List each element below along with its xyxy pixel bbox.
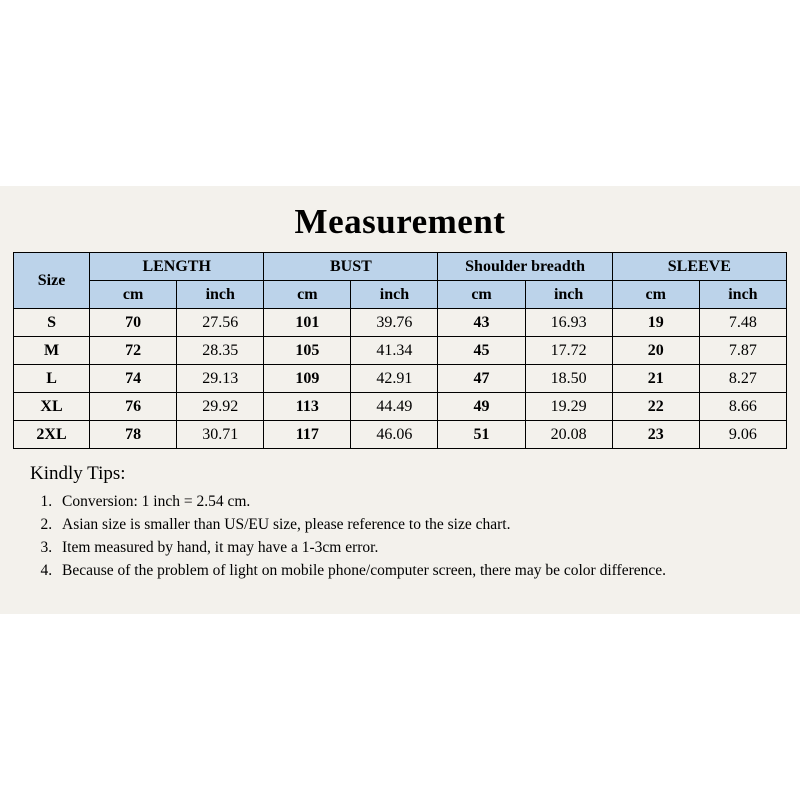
cell-shoulder-inch: 19.29 xyxy=(525,393,612,421)
table-row xyxy=(14,309,787,337)
row-size: XL xyxy=(14,393,90,421)
cell-shoulder-inch: 16.93 xyxy=(525,309,612,337)
header-unit-bust-cm: cm xyxy=(264,281,351,309)
cell-shoulder-inch: 20.08 xyxy=(525,421,612,449)
cell-length-inch: 29.92 xyxy=(177,393,264,421)
list-item: 3. Item measured by hand, it may have a 1-3cm error. xyxy=(56,537,750,559)
list-item: 2. Asian size is smaller than US/EU size, please reference to the size chart. xyxy=(56,514,750,536)
cell-length-cm: 76 xyxy=(90,393,177,421)
cell-sleeve-cm: 21 xyxy=(612,365,699,393)
cell-bust-inch: 46.06 xyxy=(351,421,438,449)
cell-sleeve-cm: 22 xyxy=(612,393,699,421)
header-unit-shoulder-inch: inch xyxy=(525,281,612,309)
cell-bust-inch: 42.91 xyxy=(351,365,438,393)
cell-sleeve-inch: 7.87 xyxy=(699,337,786,365)
list-item: 1. Conversion: 1 inch = 2.54 cm. xyxy=(56,491,750,513)
header-size: Size xyxy=(14,253,90,309)
header-unit-length-cm: cm xyxy=(90,281,177,309)
table-row xyxy=(14,421,787,449)
table-header-units xyxy=(14,281,787,309)
cell-bust-cm: 105 xyxy=(264,337,351,365)
cell-length-inch: 27.56 xyxy=(177,309,264,337)
tips-list xyxy=(30,491,750,582)
header-group-length: LENGTH xyxy=(90,253,264,281)
cell-shoulder-inch: 18.50 xyxy=(525,365,612,393)
header-unit-shoulder-cm: cm xyxy=(438,281,525,309)
cell-length-inch: 29.13 xyxy=(177,365,264,393)
cell-bust-cm: 101 xyxy=(264,309,351,337)
tips-title: Kindly Tips: xyxy=(30,463,126,484)
cell-bust-inch: 44.49 xyxy=(351,393,438,421)
cell-bust-inch: 39.76 xyxy=(351,309,438,337)
header-unit-bust-inch: inch xyxy=(351,281,438,309)
cell-sleeve-inch: 8.66 xyxy=(699,393,786,421)
cell-length-cm: 74 xyxy=(90,365,177,393)
cell-sleeve-cm: 20 xyxy=(612,337,699,365)
cell-bust-inch: 41.34 xyxy=(351,337,438,365)
cell-sleeve-inch: 9.06 xyxy=(699,421,786,449)
row-size: L xyxy=(14,365,90,393)
header-group-sleeve: SLEEVE xyxy=(612,253,786,281)
cell-length-inch: 30.71 xyxy=(177,421,264,449)
cell-shoulder-inch: 17.72 xyxy=(525,337,612,365)
cell-shoulder-cm: 49 xyxy=(438,393,525,421)
row-size: 2XL xyxy=(14,421,90,449)
cell-bust-cm: 117 xyxy=(264,421,351,449)
cell-shoulder-cm: 43 xyxy=(438,309,525,337)
table-row xyxy=(14,337,787,365)
table-header-groups xyxy=(14,253,787,281)
page-title: Measurement xyxy=(294,202,506,241)
measurement-chart-card xyxy=(0,186,800,614)
header-group-shoulder: Shoulder breadth xyxy=(438,253,612,281)
header-group-bust: BUST xyxy=(264,253,438,281)
cell-sleeve-cm: 23 xyxy=(612,421,699,449)
table-row xyxy=(14,393,787,421)
table-row xyxy=(14,365,787,393)
header-unit-length-inch: inch xyxy=(177,281,264,309)
size-chart-table xyxy=(13,252,787,449)
kindly-tips-section xyxy=(30,463,750,582)
cell-shoulder-cm: 45 xyxy=(438,337,525,365)
cell-length-cm: 78 xyxy=(90,421,177,449)
row-size: S xyxy=(14,309,90,337)
cell-shoulder-cm: 51 xyxy=(438,421,525,449)
cell-sleeve-inch: 8.27 xyxy=(699,365,786,393)
cell-sleeve-cm: 19 xyxy=(612,309,699,337)
row-size: M xyxy=(14,337,90,365)
header-unit-sleeve-cm: cm xyxy=(612,281,699,309)
cell-sleeve-inch: 7.48 xyxy=(699,309,786,337)
cell-bust-cm: 113 xyxy=(264,393,351,421)
cell-length-inch: 28.35 xyxy=(177,337,264,365)
header-unit-sleeve-inch: inch xyxy=(699,281,786,309)
cell-shoulder-cm: 47 xyxy=(438,365,525,393)
list-item: 4. Because of the problem of light on mobile phone/computer screen, there may be color difference. xyxy=(56,560,750,582)
cell-length-cm: 72 xyxy=(90,337,177,365)
cell-length-cm: 70 xyxy=(90,309,177,337)
cell-bust-cm: 109 xyxy=(264,365,351,393)
